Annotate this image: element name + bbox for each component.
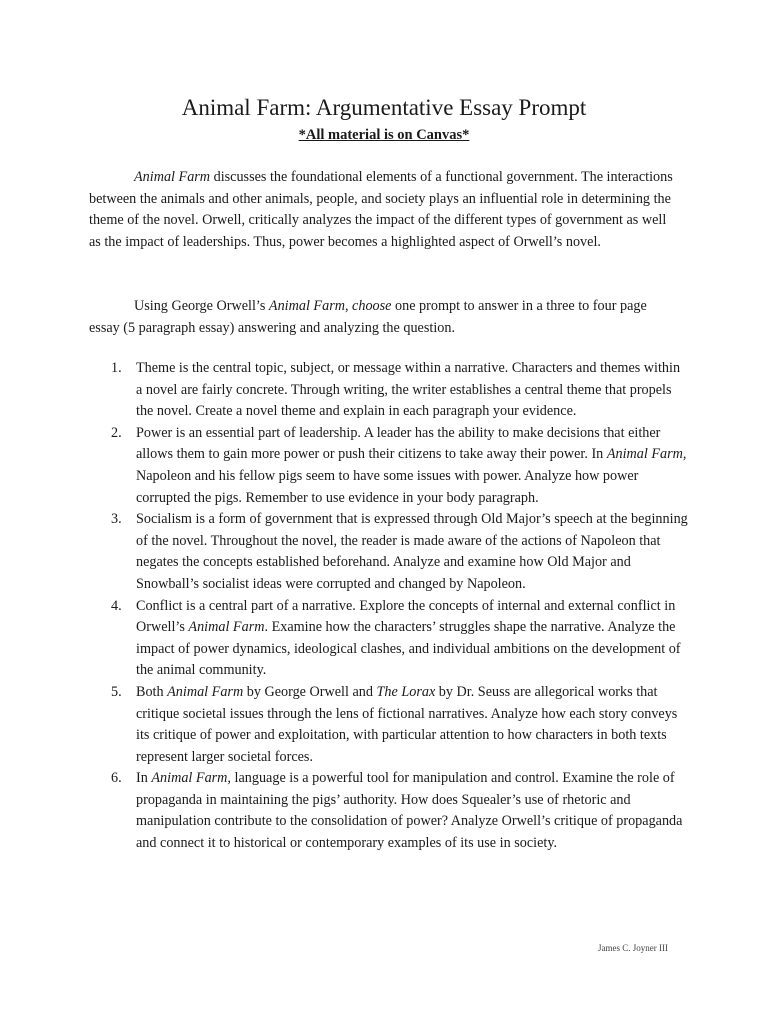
prompt-number: 4. [111,597,122,614]
prompt-number: 1. [111,360,122,376]
prompt-text: Power is an essential part of leadership. A leader has the ability to make decisions that either allows them to gain more power or push their citizens to take away their power. In [136,424,661,463]
prompt-text: language is a powerful tool for manipulation and control. Examine the role of propaganda in maintaining the pigs’ authority. How does Squealer’s use of rhetoric and manipulation contribute to the consolidation of power? Analyze Orwell’s critique of propaganda and connect it to historical or contemporary examples of its use in society. [136,770,683,852]
prompt-item-6 [89,768,689,854]
prompt-number: 2. [111,424,122,441]
prompt-item-4 [89,596,689,682]
page-title: Animal Farm: Argumentative Essay Prompt [181,95,587,120]
italic-title: Animal Farm [188,619,265,636]
prompt-text: In [136,770,152,787]
prompt-text: Conflict is a central part of a narrative. Explore the concepts of internal and external conflict in Orwell’s [136,597,676,636]
page-subtitle: *All material is on Canvas* [298,127,470,143]
prompt-number: 3. [111,511,122,528]
prompt-text: by Dr. Seuss are allegorical works that critique societal issues through the lens of fictional narratives. Analyze how each story conveys its critique of power and exploitation, with particular attention to how characters in both texts represent larger societal forces. [136,683,678,765]
prompt-item-5 [89,682,689,768]
instruction-paragraph [89,296,679,339]
author-footer: James C. Joyner III [598,943,668,953]
italic-title: Animal Farm [167,683,244,700]
prompt-text: by George Orwell and [243,683,377,700]
prompt-number: 5. [111,683,122,700]
instruction-text-end: one prompt to answer in a three to four page essay (5 paragraph essay) answering and analyzing the question. [89,298,647,336]
prompt-number: 6. [111,770,122,787]
prompt-text: Socialism is a form of government that is expressed through Old Major’s speech at the beginning of the novel. Throughout the novel, the reader is made aware of the actions of Napoleon that negates the concepts established beforehand. Analyze and examine how Old Major and Snowball’s socialist ideas were corrupted and changed by Napoleon. [136,511,688,592]
prompt-text: , Napoleon and his fellow pigs seem to have some issues with power. Analyze how power corrupted the pigs. Remember to use evidence in your body paragraph. [136,446,687,506]
italic-title: Animal Farm, [151,770,231,787]
prompt-text: Both [136,683,168,700]
italic-title: Animal Farm, choose [268,298,392,314]
prompt-item-2 [89,423,689,509]
instruction-text-start: Using George Orwell’s [134,298,269,314]
prompt-item-1 [89,358,689,423]
prompt-item-3 [89,509,689,595]
intro-paragraph [89,167,679,253]
italic-title: Animal Farm [134,169,211,185]
prompt-list [89,358,689,855]
prompt-text: Theme is the central topic, subject, or message within a narrative. Characters and themes within a novel are fairly concrete. Through writing, the writer establishes a central theme that propels the novel. Create a novel theme and explain in each paragraph your evidence. [136,360,681,420]
intro-text: discusses the foundational elements of a functional government. The interactions between the animals and other animals, people, and society plays an influential role in determining the theme of the novel. Orwell, critically analyzes the impact of the different types of government as well as the impact of leaderships. Thus, power becomes a highlighted aspect of Orwell’s novel. [89,169,673,250]
italic-title: Animal Farm [606,446,683,463]
prompt-text: . Examine how the characters’ struggles shape the narrative. Analyze the impact of power dynamics, ideological clashes, and individual ambitions on the development of the animal community. [136,619,681,679]
italic-title: The Lorax [376,683,436,700]
